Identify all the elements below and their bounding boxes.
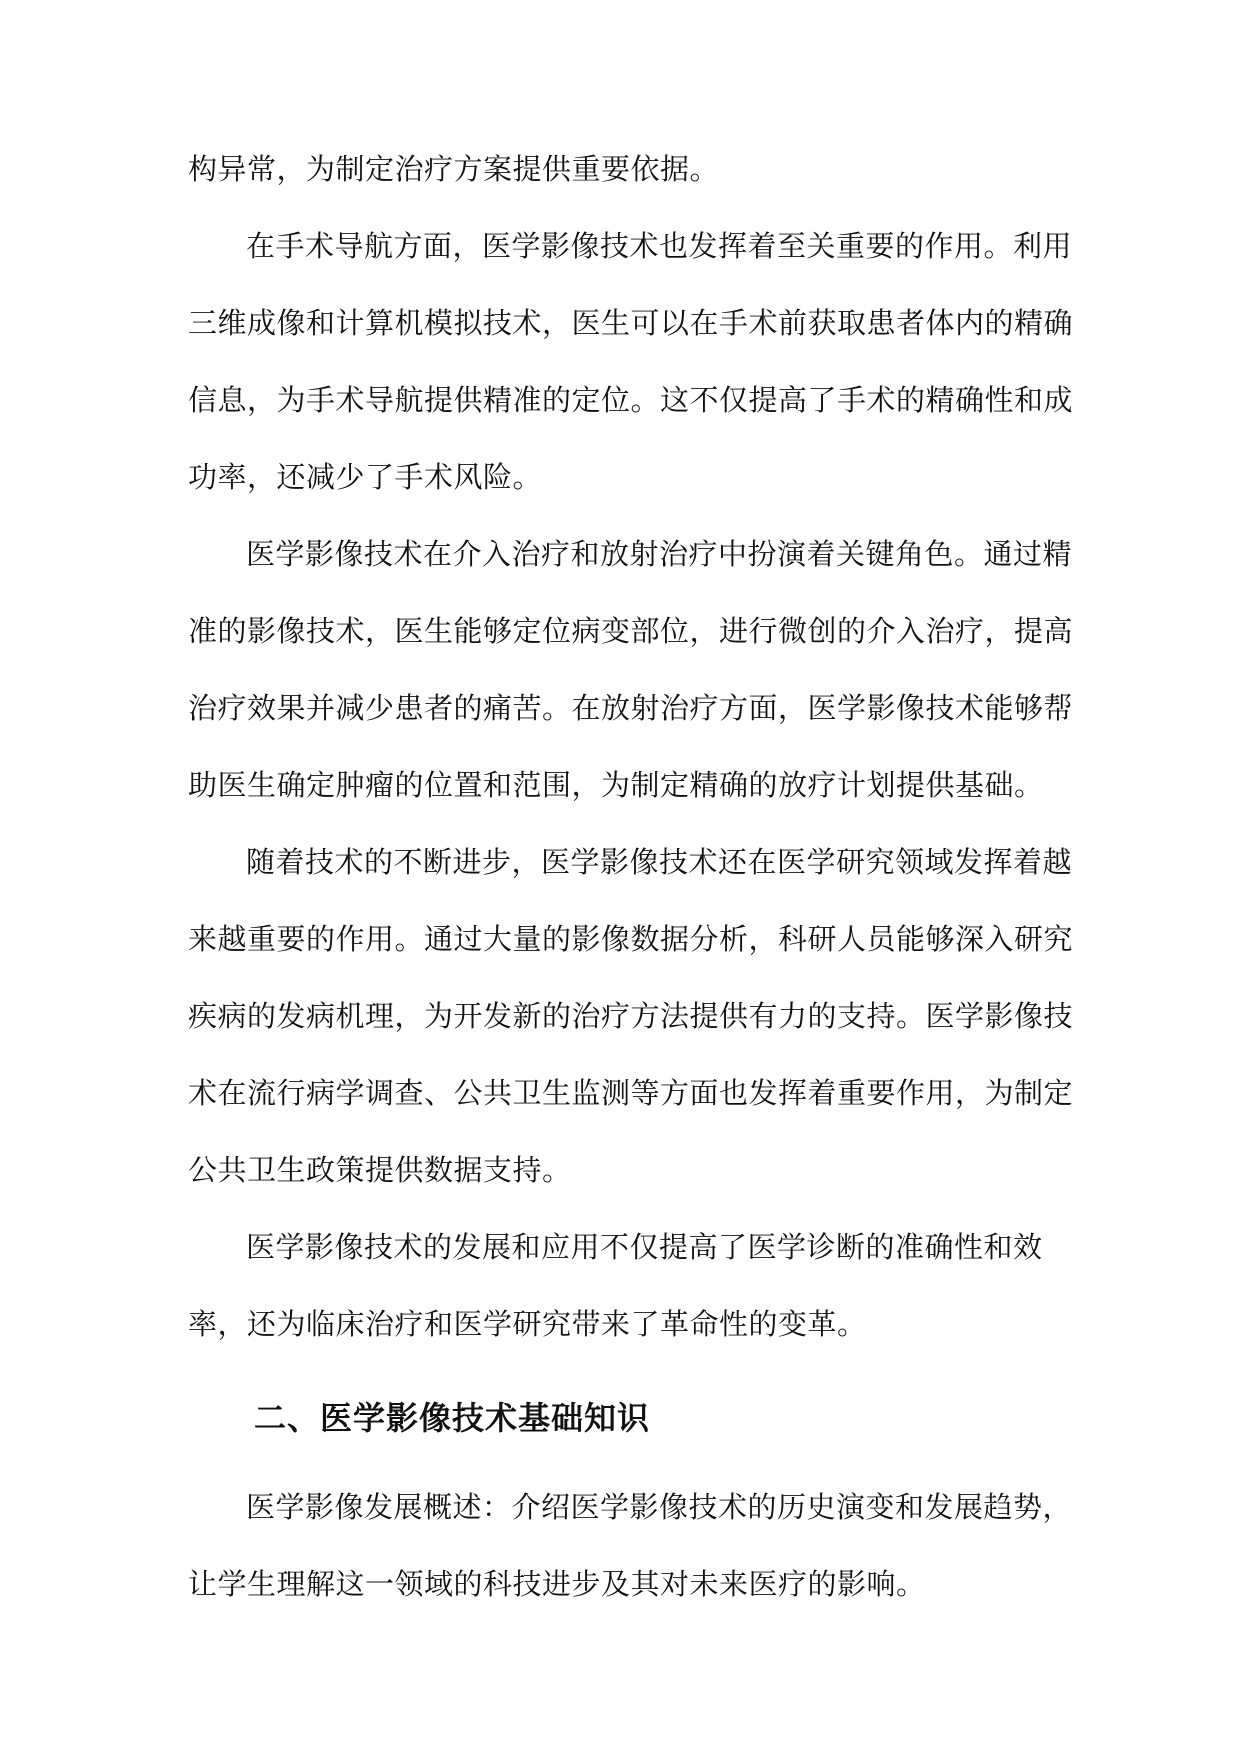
text-line: 来越重要的作用。通过大量的影像数据分析，科研人员能够深入研究 (188, 922, 1074, 956)
text-line: 治疗效果并减少患者的痛苦。在放射治疗方面，医学影像技术能够帮 (188, 691, 1074, 725)
section-heading: 二、医学影像技术基础知识 (254, 1399, 651, 1437)
text-line: 三维成像和计算机模拟技术，医生可以在手术前获取患者体内的精确 (188, 306, 1074, 340)
text-line: 医学影像技术的发展和应用不仅提高了医学诊断的准确性和效 (246, 1230, 1043, 1264)
text-line: 医学影像发展概述：介绍医学影像技术的历史演变和发展趋势， (246, 1490, 1073, 1524)
section-text (188, 1469, 1073, 1623)
text-line: 助医生确定肿瘤的位置和范围，为制定精确的放疗计划提供基础。 (188, 768, 1044, 802)
text-line: 构异常，为制定治疗方案提供重要依据。 (188, 152, 720, 186)
text-line: 随着技术的不断进步，医学影像技术还在医学研究领域发挥着越 (246, 845, 1073, 879)
body-text (188, 131, 1074, 1363)
text-line: 率，还为临床治疗和医学研究带来了革命性的变革。 (188, 1307, 867, 1341)
text-line: 疾病的发病机理，为开发新的治疗方法提供有力的支持。医学影像技 (188, 999, 1074, 1033)
text-line: 术在流行病学调查、公共卫生监测等方面也发挥着重要作用，为制定 (188, 1076, 1074, 1110)
text-line: 医学影像技术在介入治疗和放射治疗中扮演着关键角色。通过精 (246, 537, 1073, 571)
text-line: 准的影像技术，医生能够定位病变部位，进行微创的介入治疗，提高 (188, 614, 1074, 648)
text-line: 信息，为手术导航提供精准的定位。这不仅提高了手术的精确性和成 (188, 383, 1074, 417)
text-line: 公共卫生政策提供数据支持。 (188, 1153, 572, 1187)
text-line: 功率，还减少了手术风险。 (188, 460, 543, 494)
text-line: 让学生理解这一领域的科技进步及其对未来医疗的影响。 (188, 1567, 926, 1601)
text-line: 在手术导航方面，医学影像技术也发挥着至关重要的作用。利用 (246, 229, 1073, 263)
